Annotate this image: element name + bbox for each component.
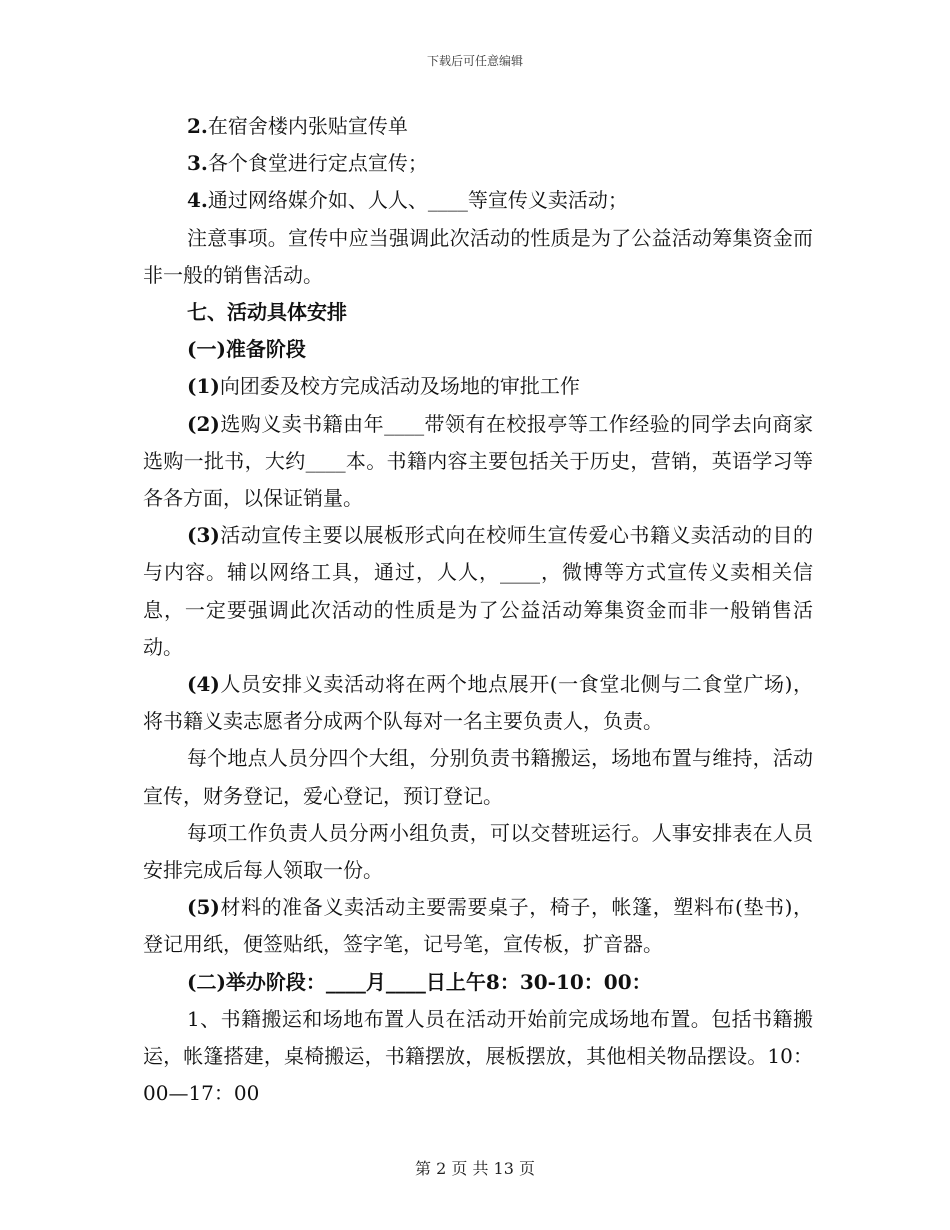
- paragraph: [143, 145, 813, 182]
- paragraph-text: 每个地点人员分四个大组，分别负责书籍搬运，场地布置与维持，活动宣传，财务登记，爱心登记，预订登记。: [143, 746, 813, 808]
- paragraph: [143, 517, 813, 666]
- heading-text: (一)准备阶段: [187, 337, 306, 362]
- heading-text: (二)举办阶段：____月____日上午8：30-10：00：: [187, 969, 652, 994]
- paragraph: [143, 889, 813, 963]
- item-number: 2.: [187, 114, 208, 138]
- document-body: [143, 108, 813, 1112]
- paragraph-text: 每项工作负责人员分两小组负责，可以交替班运行。人事安排表在人员安排完成后每人领取一份。: [143, 820, 813, 883]
- page-header: 下载后可任意编辑: [426, 54, 523, 68]
- item-number: 3.: [187, 151, 208, 176]
- subsection-heading: [143, 331, 813, 368]
- paragraph: [143, 406, 813, 518]
- paragraph-text: 向团委及校方完成活动及场地的审批工作: [219, 374, 580, 399]
- item-number: (5): [187, 895, 220, 920]
- paragraph-text: 注意事项。宣传中应当强调此次活动的性质是为了公益活动筹集资金而非一般的销售活动。: [143, 225, 813, 287]
- paragraph-text: 各个食堂进行定点宣传；: [207, 151, 428, 176]
- paragraph-text: 1、书籍搬运和场地布置人员在活动开始前完成场地布置。包括书籍搬运，帐篷搭建，桌椅搬运，书籍摆放，展板摆放，其他相关物品摆设。10：00—17：00: [143, 1006, 813, 1106]
- heading-text: 七、活动具体安排: [187, 300, 347, 325]
- page-footer: 第 2 页 共 13 页: [415, 1159, 535, 1178]
- paragraph: [143, 815, 813, 889]
- paragraph: [143, 220, 813, 294]
- paragraph-text: 通过网络媒介如、人人、____等宣传义卖活动；: [207, 188, 628, 213]
- item-number: (1): [187, 374, 220, 399]
- item-number: 4.: [187, 188, 208, 213]
- paragraph: [143, 182, 813, 219]
- paragraph: [143, 666, 813, 740]
- paragraph: [143, 1001, 813, 1113]
- item-number: (2): [187, 411, 220, 436]
- item-number: (4): [187, 672, 220, 697]
- paragraph-text: 材料的准备义卖活动主要需要桌子，椅子，帐篷，塑料布(垫书)，登记用纸，便签贴纸，签字笔，记号笔，宣传板，扩音器。: [143, 895, 813, 957]
- section-heading: [143, 294, 813, 331]
- subsection-heading: [143, 964, 813, 1001]
- item-number: (3): [187, 523, 220, 548]
- paragraph: [143, 108, 813, 145]
- paragraph: [143, 368, 813, 405]
- paragraph-text: 活动宣传主要以展板形式向在校师生宣传爱心书籍义卖活动的目的与内容。辅以网络工具，通过，人人，____，微博等方式宣传义卖相关信息，一定要强调此次活动的性质是为了公益活动筹集资金而非一般销售活动。: [143, 523, 813, 659]
- paragraph-text: 选购义卖书籍由年____带领有在校报亭等工作经验的同学去向商家选购一批书，大约____本。书籍内容主要包括关于历史，营销，英语学习等各各方面，以保证销量。: [143, 411, 813, 511]
- paragraph: [143, 740, 813, 814]
- paragraph-text: 人员安排义卖活动将在两个地点展开(一食堂北侧与二食堂广场)，将书籍义卖志愿者分成两个队每对一名主要负责人，负责。: [143, 672, 813, 734]
- paragraph-text: 在宿舍楼内张贴宣传单: [207, 114, 408, 138]
